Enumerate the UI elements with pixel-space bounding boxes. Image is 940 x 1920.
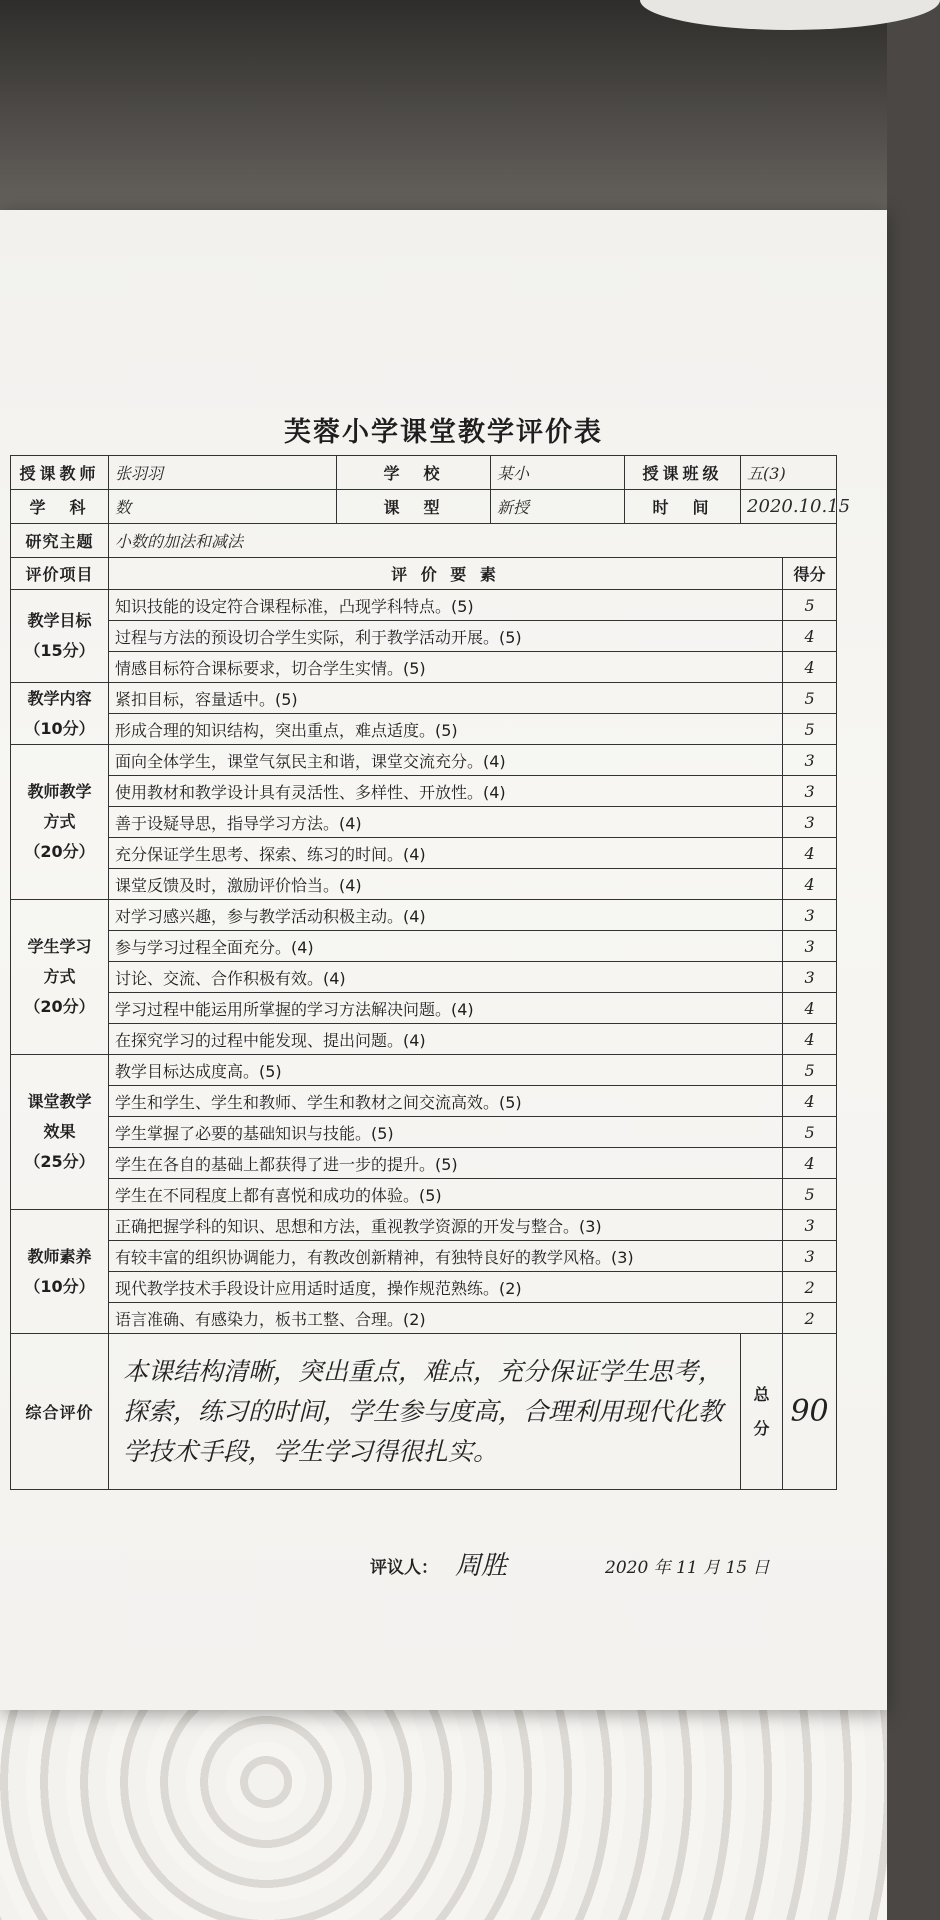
table-row xyxy=(11,1303,837,1334)
table-row xyxy=(11,900,837,931)
class-value: 五(3) xyxy=(741,456,837,490)
subject-label: 学 科 xyxy=(11,490,109,524)
score-value: 5 xyxy=(783,1055,837,1086)
category-label: 学生学习 方式 （20分） xyxy=(11,900,109,1055)
item-column-header: 评价项目 xyxy=(11,558,109,590)
score-value: 5 xyxy=(783,1117,837,1148)
score-value: 5 xyxy=(783,590,837,621)
background-top xyxy=(0,0,887,240)
summary-label: 综合评价 xyxy=(11,1334,109,1490)
table-row xyxy=(11,652,837,683)
requirement-text: 语言准确、有感染力，板书工整、合理。(2) xyxy=(109,1303,783,1334)
table-row xyxy=(11,1148,837,1179)
score-value: 3 xyxy=(783,1210,837,1241)
requirement-text: 讨论、交流、合作积极有效。(4) xyxy=(109,962,783,993)
score-value: 4 xyxy=(783,1024,837,1055)
form-title: 芙蓉小学课堂教学评价表 xyxy=(284,417,603,448)
requirement-text: 知识技能的设定符合课程标准，凸现学科特点。(5) xyxy=(109,590,783,621)
requirement-text: 使用教材和教学设计具有灵活性、多样性、开放性。(4) xyxy=(109,776,783,807)
score-value: 3 xyxy=(783,962,837,993)
score-value: 4 xyxy=(783,1086,837,1117)
requirement-text: 善于设疑导思，指导学习方法。(4) xyxy=(109,807,783,838)
total-label: 总 分 xyxy=(741,1334,783,1490)
table-row xyxy=(11,993,837,1024)
score-value: 5 xyxy=(783,683,837,714)
requirement-text: 教学目标达成度高。(5) xyxy=(109,1055,783,1086)
topic-row xyxy=(11,524,837,558)
requirement-text: 紧扣目标，容量适中。(5) xyxy=(109,683,783,714)
score-value: 3 xyxy=(783,776,837,807)
subject-value: 数 xyxy=(109,490,337,524)
summary-comment: 本课结构清晰，突出重点，难点，充分保证学生思考，探索，练习的时间，学生参与度高，合理利用现代化教学技术手段，学生学习得很扎实。 xyxy=(123,1356,724,1466)
table-row xyxy=(11,714,837,745)
requirement-text: 现代教学技术手段设计应用适时适度，操作规范熟练。(2) xyxy=(109,1272,783,1303)
category-label: 教师素养 （10分） xyxy=(11,1210,109,1334)
evaluation-date: 2020 年 11 月 15 日 xyxy=(605,1558,770,1578)
requirement-text: 学生在各自的基础上都获得了进一步的提升。(5) xyxy=(109,1148,783,1179)
time-label: 时 间 xyxy=(625,490,741,524)
table-row xyxy=(11,1272,837,1303)
score-value: 3 xyxy=(783,745,837,776)
table-row xyxy=(11,838,837,869)
score-column-header: 得分 xyxy=(783,558,837,590)
school-value: 某小 xyxy=(491,456,625,490)
summary-row xyxy=(11,1334,837,1490)
table-row xyxy=(11,869,837,900)
table-row xyxy=(11,1241,837,1272)
requirement-text: 学生和学生、学生和教师、学生和教材之间交流高效。(5) xyxy=(109,1086,783,1117)
topic-value: 小数的加法和减法 xyxy=(109,524,837,558)
score-value: 4 xyxy=(783,838,837,869)
requirement-text: 对学习感兴趣，参与教学活动积极主动。(4) xyxy=(109,900,783,931)
score-value: 5 xyxy=(783,714,837,745)
table-row xyxy=(11,1117,837,1148)
category-label: 教学内容 （10分） xyxy=(11,683,109,745)
type-label: 课 型 xyxy=(337,490,491,524)
table-row xyxy=(11,1055,837,1086)
evaluation-form xyxy=(10,455,851,1490)
score-value: 4 xyxy=(783,869,837,900)
table-row xyxy=(11,745,837,776)
evaluator-label: 评议人： xyxy=(370,1558,438,1578)
score-value: 2 xyxy=(783,1272,837,1303)
score-value: 5 xyxy=(783,1179,837,1210)
score-value: 3 xyxy=(783,807,837,838)
type-value: 新授 xyxy=(491,490,625,524)
header-row-1 xyxy=(11,456,837,490)
requirement-text: 形成合理的知识结构，突出重点，难点适度。(5) xyxy=(109,714,783,745)
school-label: 学 校 xyxy=(337,456,491,490)
score-value: 3 xyxy=(783,900,837,931)
topic-label: 研究主题 xyxy=(11,524,109,558)
score-value: 4 xyxy=(783,621,837,652)
teacher-label: 授课教师 xyxy=(11,456,109,490)
column-header-row xyxy=(11,558,837,590)
requirement-text: 参与学习过程全面充分。(4) xyxy=(109,931,783,962)
score-value: 3 xyxy=(783,931,837,962)
requirement-text: 学生在不同程度上都有喜悦和成功的体验。(5) xyxy=(109,1179,783,1210)
table-row xyxy=(11,776,837,807)
category-label: 教学目标 （15分） xyxy=(11,590,109,683)
requirement-text: 在探究学习的过程中能发现、提出问题。(4) xyxy=(109,1024,783,1055)
header-row-2 xyxy=(11,490,837,524)
requirement-text: 学生掌握了必要的基础知识与技能。(5) xyxy=(109,1117,783,1148)
table-row xyxy=(11,1210,837,1241)
requirement-text: 课堂反馈及时，激励评价恰当。(4) xyxy=(109,869,783,900)
score-value: 2 xyxy=(783,1303,837,1334)
evaluator-signature: 周胜 xyxy=(455,1551,508,1581)
requirement-text: 正确把握学科的知识、思想和方法，重视教学资源的开发与整合。(3) xyxy=(109,1210,783,1241)
table-row xyxy=(11,1024,837,1055)
total-value: 90 xyxy=(783,1334,837,1490)
requirement-text: 充分保证学生思考、探索、练习的时间。(4) xyxy=(109,838,783,869)
table-row xyxy=(11,807,837,838)
teacher-value: 张羽羽 xyxy=(109,456,337,490)
table-row xyxy=(11,621,837,652)
table-row xyxy=(11,931,837,962)
category-label: 教师教学 方式 （20分） xyxy=(11,745,109,900)
summary-cell xyxy=(109,1334,741,1490)
score-value: 4 xyxy=(783,652,837,683)
category-label: 课堂教学 效果 （25分） xyxy=(11,1055,109,1210)
table-row xyxy=(11,1179,837,1210)
score-value: 4 xyxy=(783,1148,837,1179)
table-row xyxy=(11,590,837,621)
time-value: 2020.10.15 xyxy=(741,490,837,524)
score-value: 4 xyxy=(783,993,837,1024)
table-row xyxy=(11,683,837,714)
requirement-column-header: 评 价 要 素 xyxy=(109,558,783,590)
requirement-text: 面向全体学生，课堂气氛民主和谐，课堂交流充分。(4) xyxy=(109,745,783,776)
class-label: 授课班级 xyxy=(625,456,741,490)
score-value: 3 xyxy=(783,1241,837,1272)
requirement-text: 过程与方法的预设切合学生实际，利于教学活动开展。(5) xyxy=(109,621,783,652)
requirement-text: 有较丰富的组织协调能力，有教改创新精神，有独特良好的教学风格。(3) xyxy=(109,1241,783,1272)
table-row xyxy=(11,962,837,993)
requirement-text: 学习过程中能运用所掌握的学习方法解决问题。(4) xyxy=(109,993,783,1024)
lace-tablecloth xyxy=(0,1690,887,1920)
requirement-text: 情感目标符合课标要求，切合学生实情。(5) xyxy=(109,652,783,683)
table-row xyxy=(11,1086,837,1117)
